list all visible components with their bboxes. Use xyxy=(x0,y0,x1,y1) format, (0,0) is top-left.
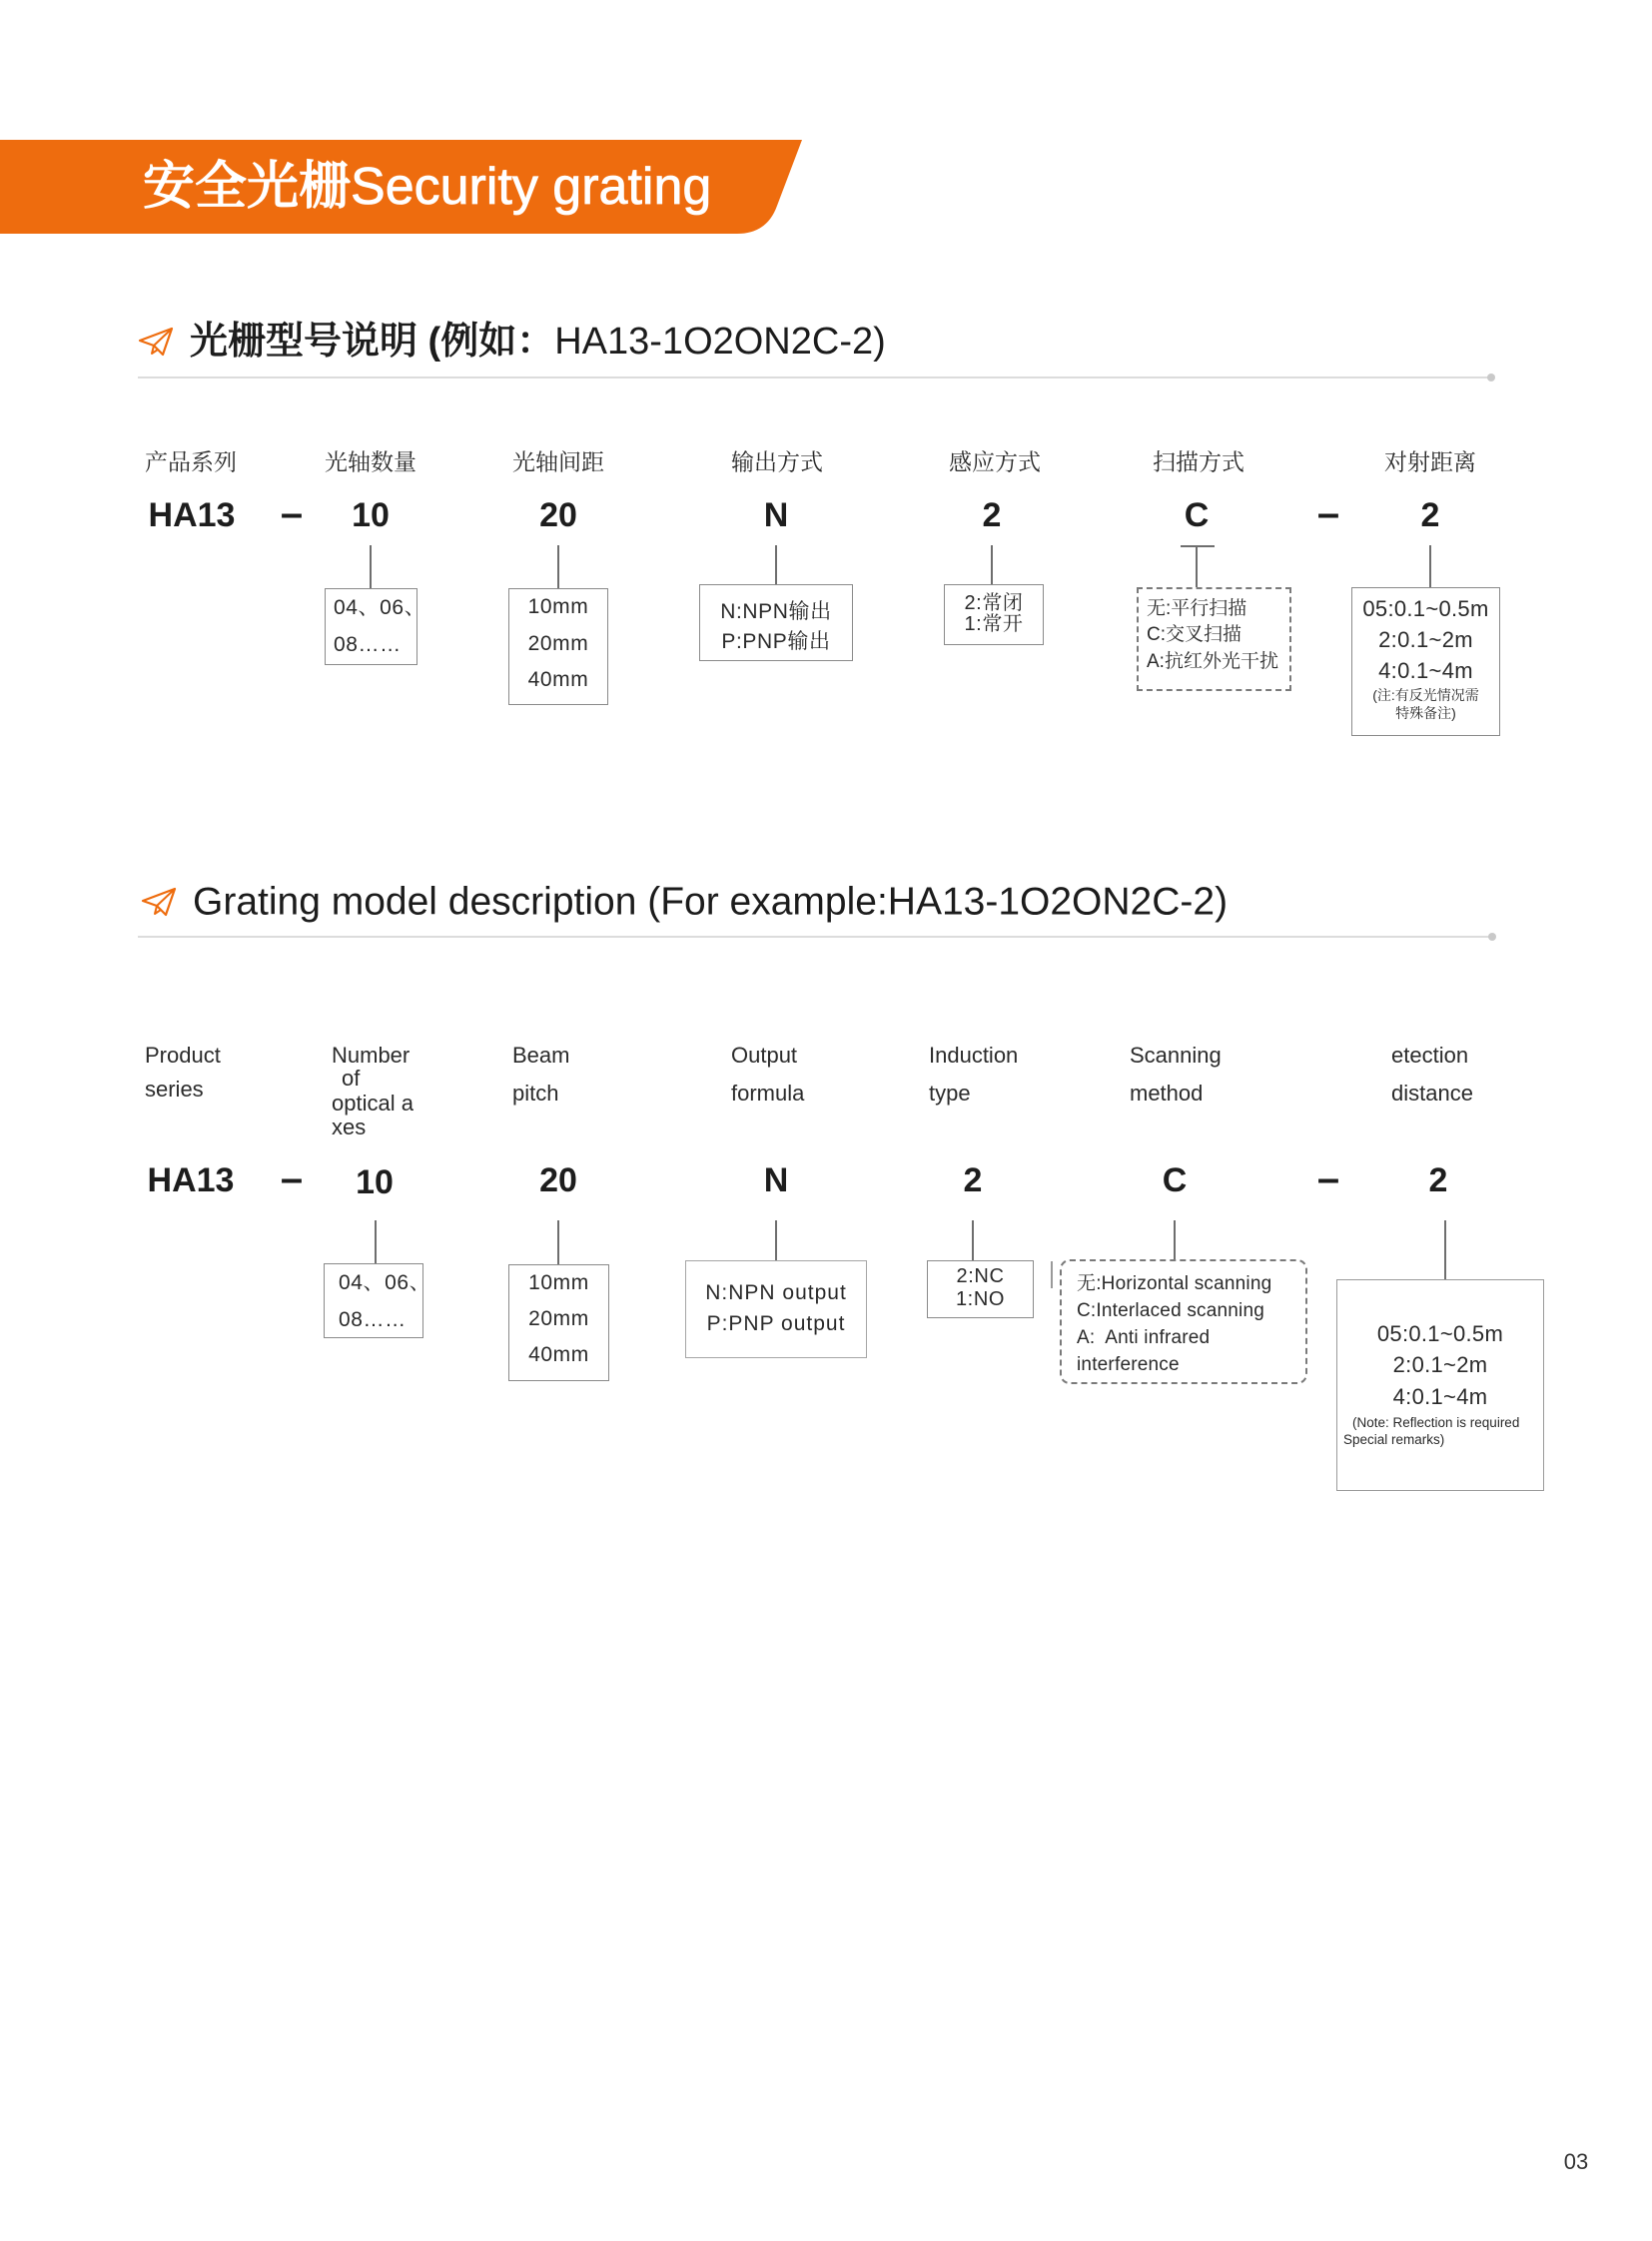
axes-option: 04、06、 xyxy=(339,1271,431,1294)
induction-option: 2:NC xyxy=(956,1265,1005,1287)
label-scanning-method: method xyxy=(1130,1081,1204,1106)
code-induction: 2 xyxy=(963,1161,983,1199)
distance-option: 4:0.1~4m xyxy=(1378,658,1473,683)
induction-option: 1:NO xyxy=(955,1288,1006,1310)
banner-title-cn: 安全光栅 xyxy=(143,158,352,216)
distance-note: 特殊备注) xyxy=(1395,705,1456,721)
connector-line xyxy=(775,1220,777,1260)
label-number-of-axes: optical a xyxy=(332,1091,413,1116)
distance-option: 05:0.1~0.5m xyxy=(1362,596,1489,621)
distance-option: 4:0.1~4m xyxy=(1392,1383,1488,1409)
induction-option: 2:常闭 xyxy=(964,592,1024,614)
label-output-formula: formula xyxy=(731,1081,805,1106)
label-detection-distance: 对射距离 xyxy=(1384,448,1476,475)
label-beam-pitch: Beam xyxy=(512,1043,570,1068)
code-scanning: C xyxy=(1184,496,1210,534)
label-number-of-axes: Number xyxy=(332,1043,411,1068)
code-axes: 10 xyxy=(352,496,390,534)
code-pitch: 20 xyxy=(539,496,577,534)
connector-line xyxy=(375,1220,377,1263)
label-number-of-axes: of xyxy=(342,1066,361,1091)
label-scanning-method: Scanning xyxy=(1130,1043,1222,1068)
divider-dot xyxy=(1488,933,1496,941)
connector-line xyxy=(1444,1220,1446,1279)
label-number-of-axes: 光轴数量 xyxy=(325,448,416,475)
code-series: HA13 xyxy=(147,1161,235,1199)
connector-line xyxy=(972,1220,974,1260)
pitch-options-box xyxy=(508,588,608,705)
output-option: N:NPN output xyxy=(705,1281,847,1304)
output-option: N:NPN输出 xyxy=(720,599,832,623)
banner-title-en: Security grating xyxy=(351,158,712,216)
connector-line xyxy=(1196,545,1198,587)
connector-line xyxy=(557,545,559,588)
label-induction-type: type xyxy=(929,1081,971,1106)
connector-line xyxy=(991,545,993,584)
code-pitch: 20 xyxy=(539,1161,577,1199)
distance-options-box xyxy=(1336,1279,1544,1491)
code-distance: 2 xyxy=(1420,496,1440,534)
pitch-option: 20mm xyxy=(527,631,589,655)
code-axes: 10 xyxy=(356,1163,394,1201)
connector-line xyxy=(1174,1220,1176,1259)
label-product-series: series xyxy=(145,1077,204,1102)
pitch-options-box xyxy=(508,1264,609,1381)
divider-line xyxy=(138,936,1490,938)
code-distance: 2 xyxy=(1428,1161,1448,1199)
output-option: P:PNP output xyxy=(706,1312,846,1335)
label-beam-pitch: 光轴间距 xyxy=(512,448,604,475)
scanning-option: A: Anti infrared xyxy=(1077,1326,1211,1348)
distance-option: 2:0.1~2m xyxy=(1378,627,1473,652)
axes-option: 08…… xyxy=(339,1308,407,1331)
induction-options-box xyxy=(927,1260,1034,1318)
code-induction: 2 xyxy=(982,496,1002,534)
pitch-option: 40mm xyxy=(528,1343,589,1366)
code-dash: – xyxy=(1316,491,1340,535)
scanning-option: interference xyxy=(1077,1353,1180,1375)
code-dash: – xyxy=(280,1156,304,1200)
axes-options-box xyxy=(324,1263,431,1338)
scanning-option: 无:Horizontal scanning xyxy=(1077,1272,1272,1294)
induction-option: 1:常开 xyxy=(964,613,1024,635)
axes-options-box xyxy=(325,588,426,665)
connector-line xyxy=(1429,545,1431,587)
output-options-box xyxy=(685,1260,867,1358)
code-dash: – xyxy=(280,491,304,535)
code-output: N xyxy=(763,496,789,534)
pitch-option: 20mm xyxy=(528,1307,589,1330)
distance-note: (注:有反光情况需 xyxy=(1372,687,1479,703)
pitch-option: 10mm xyxy=(527,595,589,618)
output-options-box xyxy=(699,584,853,661)
code-output: N xyxy=(763,1161,789,1199)
section-heading-cn-code: HA13-1O2ON2C-2) xyxy=(554,321,886,363)
scanning-option: A:抗红外光干扰 xyxy=(1147,650,1278,672)
connector-line xyxy=(370,545,372,588)
label-beam-pitch: pitch xyxy=(512,1081,559,1106)
induction-options-box xyxy=(944,584,1044,645)
divider-line xyxy=(138,376,1489,378)
pitch-option: 40mm xyxy=(527,668,589,691)
axes-option: 08…… xyxy=(334,633,402,656)
label-product-series: Product xyxy=(145,1043,221,1068)
label-product-series: 产品系列 xyxy=(145,448,237,475)
page-number: 03 xyxy=(1563,2149,1589,2174)
section-heading-cn-main: 光栅型号说明 (例如： xyxy=(190,321,555,363)
label-scanning-mode: 扫描方式 xyxy=(1153,448,1244,475)
section-heading-cn xyxy=(190,323,886,361)
connector-line xyxy=(775,545,777,584)
connector-line xyxy=(557,1220,559,1264)
code-scanning: C xyxy=(1162,1161,1188,1199)
label-induction-mode: 感应方式 xyxy=(949,448,1041,475)
distance-options-box xyxy=(1351,587,1500,736)
label-detection-distance: distance xyxy=(1391,1081,1473,1106)
scanning-option: C:交叉扫描 xyxy=(1147,624,1242,646)
scanning-options-box xyxy=(1060,1259,1307,1384)
distance-note: Special remarks) xyxy=(1343,1432,1445,1448)
label-number-of-axes: xes xyxy=(332,1115,367,1139)
output-option: P:PNP输出 xyxy=(721,629,831,653)
paper-plane-icon xyxy=(138,327,174,357)
paper-plane-icon xyxy=(141,887,177,917)
divider-dot xyxy=(1487,374,1495,381)
label-detection-distance: etection xyxy=(1391,1043,1469,1068)
label-induction-type: Induction xyxy=(929,1043,1019,1068)
axes-option: 04、06、 xyxy=(334,596,426,619)
scanning-option: C:Interlaced scanning xyxy=(1077,1299,1264,1321)
banner-title xyxy=(143,158,712,216)
distance-note: (Note: Reflection is required xyxy=(1352,1415,1520,1431)
label-output-mode: 输出方式 xyxy=(731,448,823,475)
code-series: HA13 xyxy=(148,496,236,534)
code-dash: – xyxy=(1316,1156,1340,1200)
pitch-option: 10mm xyxy=(528,1271,589,1294)
label-output-formula: Output xyxy=(731,1043,798,1068)
scanning-options-box xyxy=(1137,587,1291,691)
section-heading-en: Grating model description (For example:HA13-1O2ON2C-2) xyxy=(193,880,1229,924)
distance-option: 05:0.1~0.5m xyxy=(1376,1320,1504,1346)
bracket-mark xyxy=(1051,1261,1053,1288)
distance-option: 2:0.1~2m xyxy=(1392,1352,1488,1378)
scanning-option: 无:平行扫描 xyxy=(1147,597,1247,619)
connector-tick xyxy=(1181,545,1215,547)
